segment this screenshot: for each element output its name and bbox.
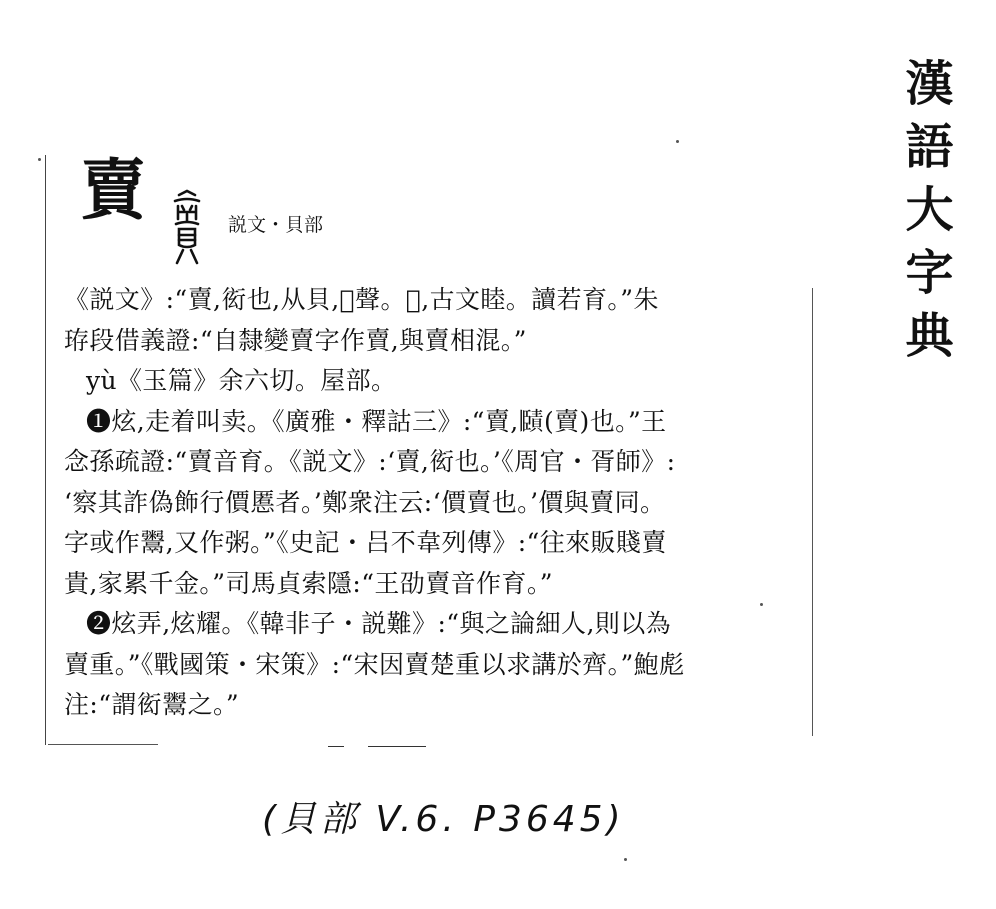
head-character: 賣 [80, 151, 146, 229]
source-label: 説文・貝部 [228, 214, 324, 236]
entry-line: 《説文》:“賣,衒也,从貝,𡿬聲。𡿬,古文睦。讀若育。”朱 [64, 285, 659, 314]
speck [38, 158, 41, 161]
bottom-dash [328, 746, 344, 747]
handwritten-page-reference: (貝部 V.6. P3645) [262, 799, 625, 840]
speck [760, 603, 763, 606]
entry-line: 珔段借義證:“自隸變賣字作賣,與賣相混。” [64, 325, 527, 355]
entry-line: ‘察其詐偽飾行價慝者。’鄭衆注云:‘價賣也。’價與賣同。 [64, 487, 666, 517]
speck [624, 858, 627, 861]
entry-line: 念孫疏證:“賣音育。《説文》:‘賣,衒也。’《周官・胥師》: [64, 447, 676, 476]
book-title: 漢語大字典 [897, 58, 953, 373]
seal-script-glyph [170, 188, 204, 266]
entry-line: 字或作鬻,又作粥。”《史記・吕不韋列傳》:“往來販賤賣 [64, 528, 667, 557]
entry-line: 貴,家累千金。”司馬貞索隱:“王劭賣音作育。” [64, 568, 553, 598]
bottom-rule [48, 744, 158, 745]
left-margin-rule [45, 155, 46, 745]
entry-line: 注:“謂衒鬻之。” [64, 690, 240, 719]
bottom-dash [368, 746, 426, 747]
sense-2-line: ❷炫弄,炫耀。《韓非子・説難》:“與之論細人,則以為 [86, 609, 671, 638]
pronunciation-line: yù《玉篇》余六切。屋部。 [86, 366, 397, 395]
entry-line: 賣重。”《戰國策・宋策》:“宋因賣楚重以求講於齊。”鮑彪 [64, 649, 685, 679]
sense-1-line: ❶炫,走着叫卖。《廣雅・釋詁三》:“賣,𧷤(賣)也。”王 [86, 406, 667, 436]
dictionary-entry [64, 280, 820, 726]
speck [676, 140, 679, 143]
